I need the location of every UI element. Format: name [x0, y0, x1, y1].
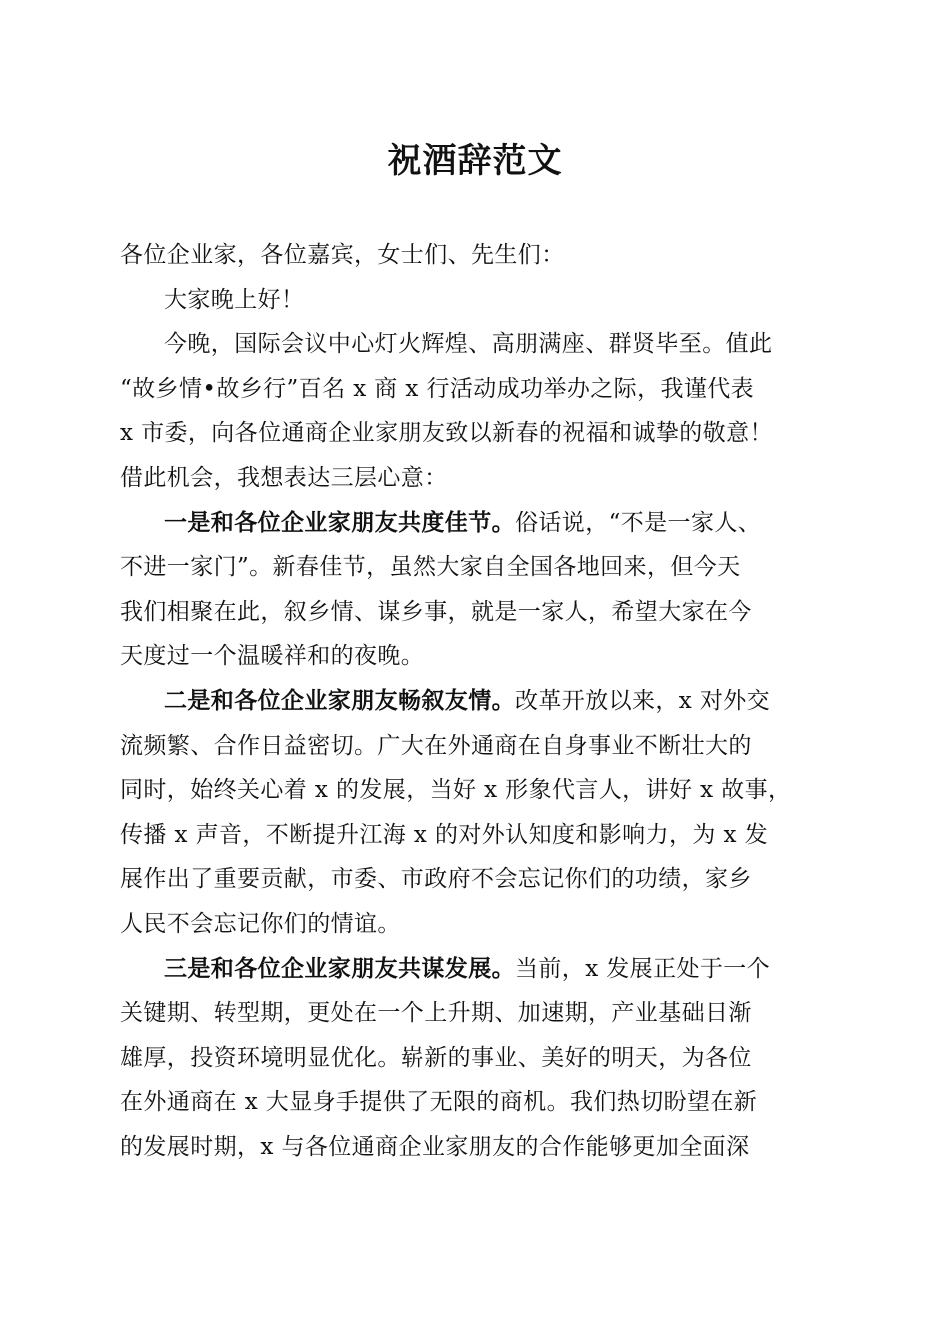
- line-text: 大家晚上好！: [164, 286, 305, 313]
- text-line: [120, 634, 832, 679]
- text-line: [120, 367, 832, 412]
- text-line: [120, 902, 832, 947]
- line-text: 同时，始终关心着 x 的发展，当好 x 形象代言人，讲好 x 故事，: [120, 777, 792, 804]
- line-text: 我们相聚在此，叙乡情、谋乡事，就是一家人，希望大家在今: [120, 598, 752, 625]
- text-line: [120, 947, 832, 992]
- line-text: x 市委，向各位通商企业家朋友致以新春的祝福和诚挚的敬意！: [120, 420, 773, 447]
- text-line: [120, 545, 832, 590]
- paragraph-heading: 三是和各位企业家朋友共谋发展。: [164, 954, 515, 982]
- page-title: 祝酒辞范文: [387, 141, 563, 181]
- line-text: 今晚，国际会议中心灯火辉煌、高朋满座、群贤毕至。值此: [164, 331, 773, 358]
- line-text: 传播 x 声音，不断提升江海 x 的对外认知度和影响力，为 x 发: [120, 821, 768, 848]
- text-line: [120, 1036, 832, 1081]
- text-line: [120, 724, 832, 769]
- line-text: 在外通商在 x 大显身手提供了无限的商机。我们热切盼望在新: [120, 1089, 758, 1116]
- paragraph-heading: 二是和各位企业家朋友畅叙友情。: [164, 686, 515, 714]
- text-line: [120, 1125, 832, 1170]
- line-text: 的发展时期，x 与各位通商企业家朋友的合作能够更加全面深: [120, 1133, 750, 1160]
- line-text: 关键期、转型期，更处在一个上升期、加速期，产业基础日渐: [120, 1000, 752, 1027]
- text-line: [120, 322, 832, 367]
- text-line: [120, 590, 832, 635]
- line-text: 人民不会忘记你们的情谊。: [120, 910, 401, 937]
- paragraph-heading: 一是和各位企业家朋友共度佳节。: [164, 508, 515, 536]
- line-text: 流频繁、合作日益密切。广大在外通商在自身事业不断壮大的: [120, 732, 752, 759]
- text-line: [120, 411, 832, 456]
- line-text: 俗话说，“不是一家人、: [515, 509, 762, 536]
- text-line: [120, 813, 832, 858]
- line-text: “故乡情•故乡行”百名 x 商 x 行活动成功举办之际，我谨代表: [120, 375, 755, 402]
- text-line: [120, 857, 832, 902]
- line-text: 改革开放以来，x 对外交: [515, 687, 771, 714]
- line-text: 各位企业家，各位嘉宾，女士们、先生们：: [120, 242, 565, 268]
- text-line: [120, 501, 832, 546]
- text-line: [120, 456, 832, 501]
- text-line: [120, 991, 832, 1036]
- line-text: 雄厚，投资环境明显优化。崭新的事业、美好的明天，为各位: [120, 1044, 752, 1071]
- line-text: 借此机会，我想表达三层心意：: [120, 464, 448, 491]
- line-text: 当前，x 发展正处于一个: [515, 955, 771, 982]
- text-line: [120, 233, 832, 278]
- line-text: 展作出了重要贡献，市委、市政府不会忘记你们的功绩，家乡: [120, 866, 752, 893]
- text-line: [120, 679, 832, 724]
- text-line: [120, 768, 832, 813]
- line-text: 不进一家门”。新春佳节，虽然大家自全国各地回来，但今天: [120, 554, 741, 581]
- document-body: [120, 233, 832, 1169]
- text-line: [120, 278, 832, 323]
- text-line: [120, 1080, 832, 1125]
- line-text: 天度过一个温暖祥和的夜晚。: [120, 643, 425, 670]
